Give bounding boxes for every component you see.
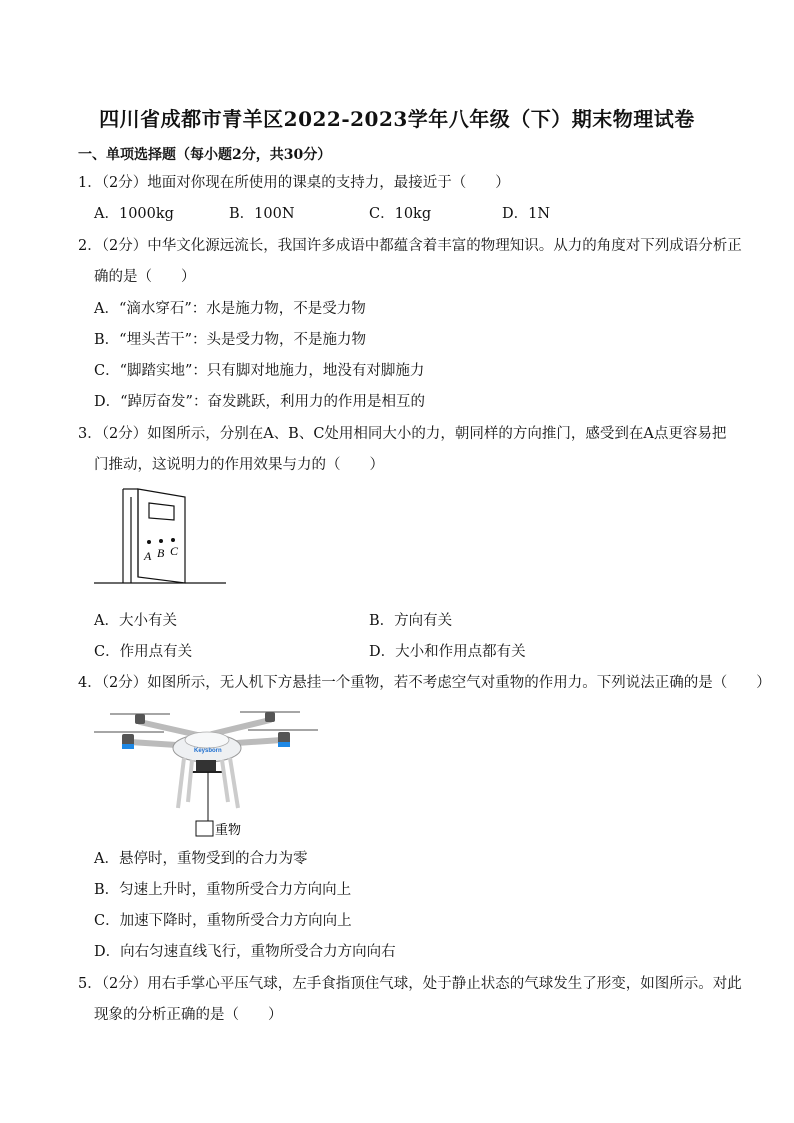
question-3-stem: 3．（2分）如图所示，分别在A、B、C处用相同大小的力，朝同样的方向推门，感受到在A点更容易把 <box>78 426 727 442</box>
q2-option-c: C．“脚踏实地”：只有脚对地施力，地没有对脚施力 <box>94 363 425 379</box>
question-5-stem: 5．（2分）用右手掌心平压气球，左手食指顶住气球，处于静止状态的气球发生了形变，如图所示。对此 <box>78 976 742 992</box>
door-label-a: A <box>144 549 152 563</box>
q4-option-c: C．加速下降时，重物所受合力方向向上 <box>94 913 352 929</box>
section-heading: 一、单项选择题（每小题2分，共30分） <box>78 147 332 163</box>
q3-option-b: B．方向有关 <box>369 613 453 629</box>
question-2-stem-cont: 确的是（ ） <box>94 269 196 285</box>
question-4-stem: 4．（2分）如图所示，无人机下方悬挂一个重物，若不考虑空气对重物的作用力。下列说法正确的是（ ） <box>78 675 771 691</box>
q4-option-b: B．匀速上升时，重物所受合力方向向上 <box>94 882 352 898</box>
q2-option-b: B．“埋头苦干”：头是受力物，不是施力物 <box>94 332 366 348</box>
q1-option-a: A．1000kg <box>94 206 174 222</box>
question-3-stem-cont: 门推动，这说明力的作用效果与力的（ ） <box>94 457 384 473</box>
q3-option-a: A．大小有关 <box>94 613 177 629</box>
q3-option-c: C．作用点有关 <box>94 644 193 660</box>
q2-option-d: D．“踔厉奋发”：奋发跳跃，利用力的作用是相互的 <box>94 394 425 410</box>
question-2-stem: 2．（2分）中华文化源远流长，我国许多成语中都蕴含着丰富的物理知识。从力的角度对下列成语分析正 <box>78 238 742 254</box>
q1-option-d: D．1N <box>502 206 551 222</box>
q2-option-a: A．“滴水穿石”：水是施力物，不是受力物 <box>94 301 366 317</box>
door-label-b: B <box>157 546 165 560</box>
q4-option-d: D．向右匀速直线飞行，重物所受合力方向向右 <box>94 944 396 960</box>
q3-option-d: D．大小和作用点都有关 <box>369 644 526 660</box>
drone-brand-logo: Keysborn <box>194 748 222 754</box>
drone-figure <box>92 700 322 840</box>
door-figure <box>90 485 230 590</box>
question-1-stem: 1．（2分）地面对你现在所使用的课桌的支持力，最接近于（ ） <box>78 175 510 191</box>
q4-option-a: A．悬停时，重物受到的合力为零 <box>94 851 308 867</box>
weight-label: 重物 <box>215 823 242 838</box>
door-label-c: C <box>170 544 179 558</box>
q1-option-b: B．100N <box>229 206 295 222</box>
page-title: 四川省成都市青羊区2022-2023学年八年级（下）期末物理试卷 <box>99 107 695 131</box>
question-5-stem-cont: 现象的分析正确的是（ ） <box>94 1007 283 1023</box>
q1-option-c: C．10kg <box>369 206 432 222</box>
